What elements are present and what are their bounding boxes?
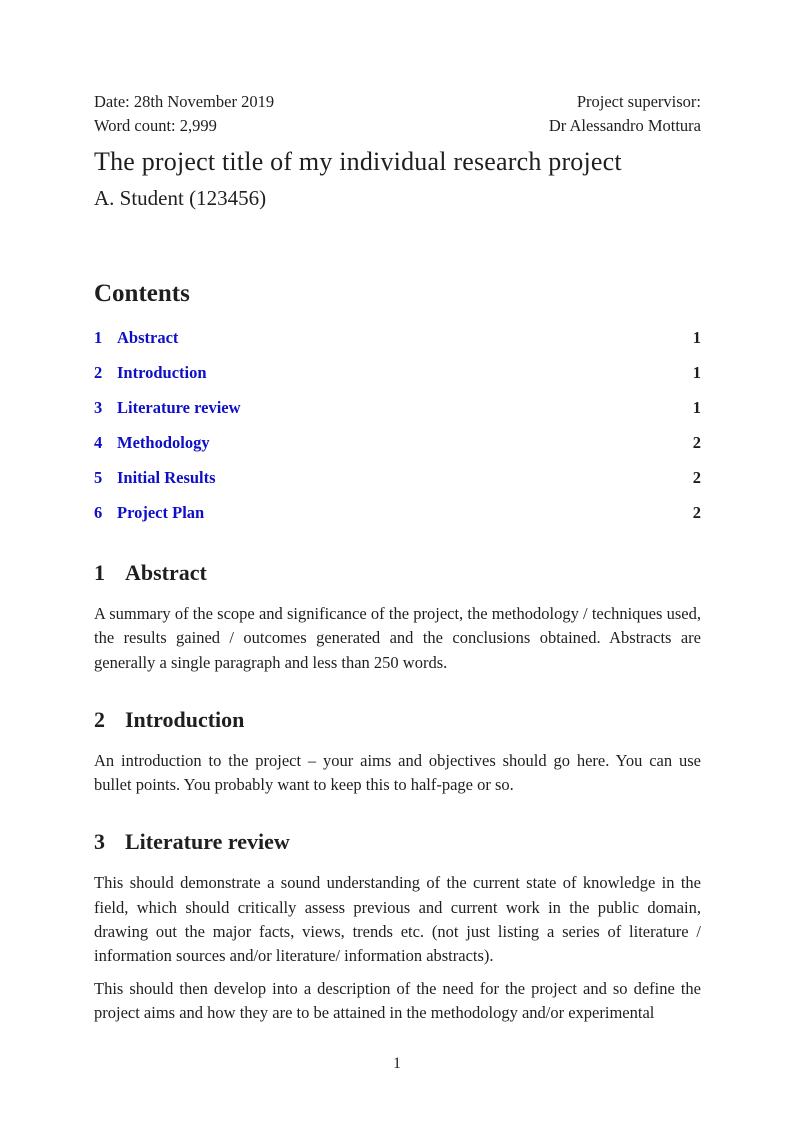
toc-entry-number: 5 [94, 468, 103, 487]
toc-link-project-plan[interactable] [94, 504, 204, 522]
toc-entry-introduction [94, 364, 701, 382]
page-number: 1 [393, 1055, 401, 1072]
toc-entry-initial-results [94, 469, 701, 487]
document-author: A. Student (123456) [94, 186, 267, 210]
toc-page-number: 1 [692, 328, 701, 347]
document-header [94, 90, 701, 138]
section-heading-abstract [94, 558, 701, 588]
toc-entry-number: 6 [94, 503, 103, 522]
section-introduction [94, 705, 701, 798]
paragraph: A summary of the scope and significance of the project, the methodology / techniques used, the results gained / outcomes generated and the conclusions obtained. Abstracts are generally a single paragraph and less than 250 words. [94, 604, 701, 672]
header-right [549, 90, 701, 138]
section-abstract [94, 558, 701, 675]
toc-link-abstract[interactable] [94, 329, 178, 347]
toc-page-number: 1 [692, 398, 701, 417]
section-literature-review [94, 827, 701, 1025]
toc-entry-literature-review [94, 399, 701, 417]
toc-entry-abstract [94, 329, 701, 347]
date-line: Date: 28th November 2019 [94, 92, 275, 111]
toc-entry-label: Initial Results [117, 468, 216, 487]
supervisor-name: Dr Alessandro Mottura [548, 116, 701, 135]
section-heading-introduction [94, 705, 701, 735]
toc-entry-project-plan [94, 504, 701, 522]
toc-entry-label: Literature review [117, 398, 241, 417]
toc-page-number: 2 [692, 468, 701, 487]
section-title: Literature review [125, 829, 290, 855]
header-left [94, 90, 274, 138]
toc-entry-number: 1 [94, 328, 103, 347]
paragraph: This should demonstrate a sound understanding of the current state of knowledge in the field, which should critically assess previous and current work in the public domain, drawing out the major facts, views, trends etc. (not just listing a series of literature / information sources and/or literature/ information abstracts). [94, 873, 701, 966]
section-number: 1 [94, 560, 105, 585]
paragraph: This should then develop into a description of the need for the project and so define the project aims and how they are to be attained in the methodology and/or experimental [94, 978, 701, 1022]
toc-entry-label: Introduction [117, 363, 207, 382]
supervisor-label: Project supervisor: [576, 92, 701, 111]
toc-entry-methodology [94, 434, 701, 452]
table-of-contents [94, 329, 701, 522]
toc-entry-number: 3 [94, 398, 103, 417]
toc-link-methodology[interactable] [94, 434, 210, 452]
toc-page-number: 2 [692, 503, 701, 522]
section-heading-literature-review [94, 827, 701, 857]
section-title: Abstract [125, 560, 207, 585]
section-number: 3 [94, 829, 105, 855]
toc-page-number: 2 [692, 433, 701, 452]
toc-entry-label: Abstract [117, 328, 179, 347]
section-number: 2 [94, 706, 105, 732]
toc-entry-label: Methodology [117, 433, 210, 452]
toc-entry-label: Project Plan [117, 503, 205, 522]
paragraph: An introduction to the project – your aims and objectives should go here. You can use bullet points. You probably want to keep this to half-page or so. [94, 750, 701, 795]
section-title: Introduction [125, 706, 245, 732]
toc-entry-number: 2 [94, 363, 103, 382]
toc-link-literature-review[interactable] [94, 399, 241, 417]
toc-entry-number: 4 [94, 433, 103, 452]
contents-heading: Contents [94, 280, 190, 307]
toc-link-initial-results[interactable] [94, 469, 216, 487]
toc-page-number: 1 [692, 363, 701, 382]
word-count-line: Word count: 2,999 [94, 116, 217, 135]
toc-link-introduction[interactable] [94, 364, 207, 382]
document-title: The project title of my individual research project [94, 147, 622, 176]
